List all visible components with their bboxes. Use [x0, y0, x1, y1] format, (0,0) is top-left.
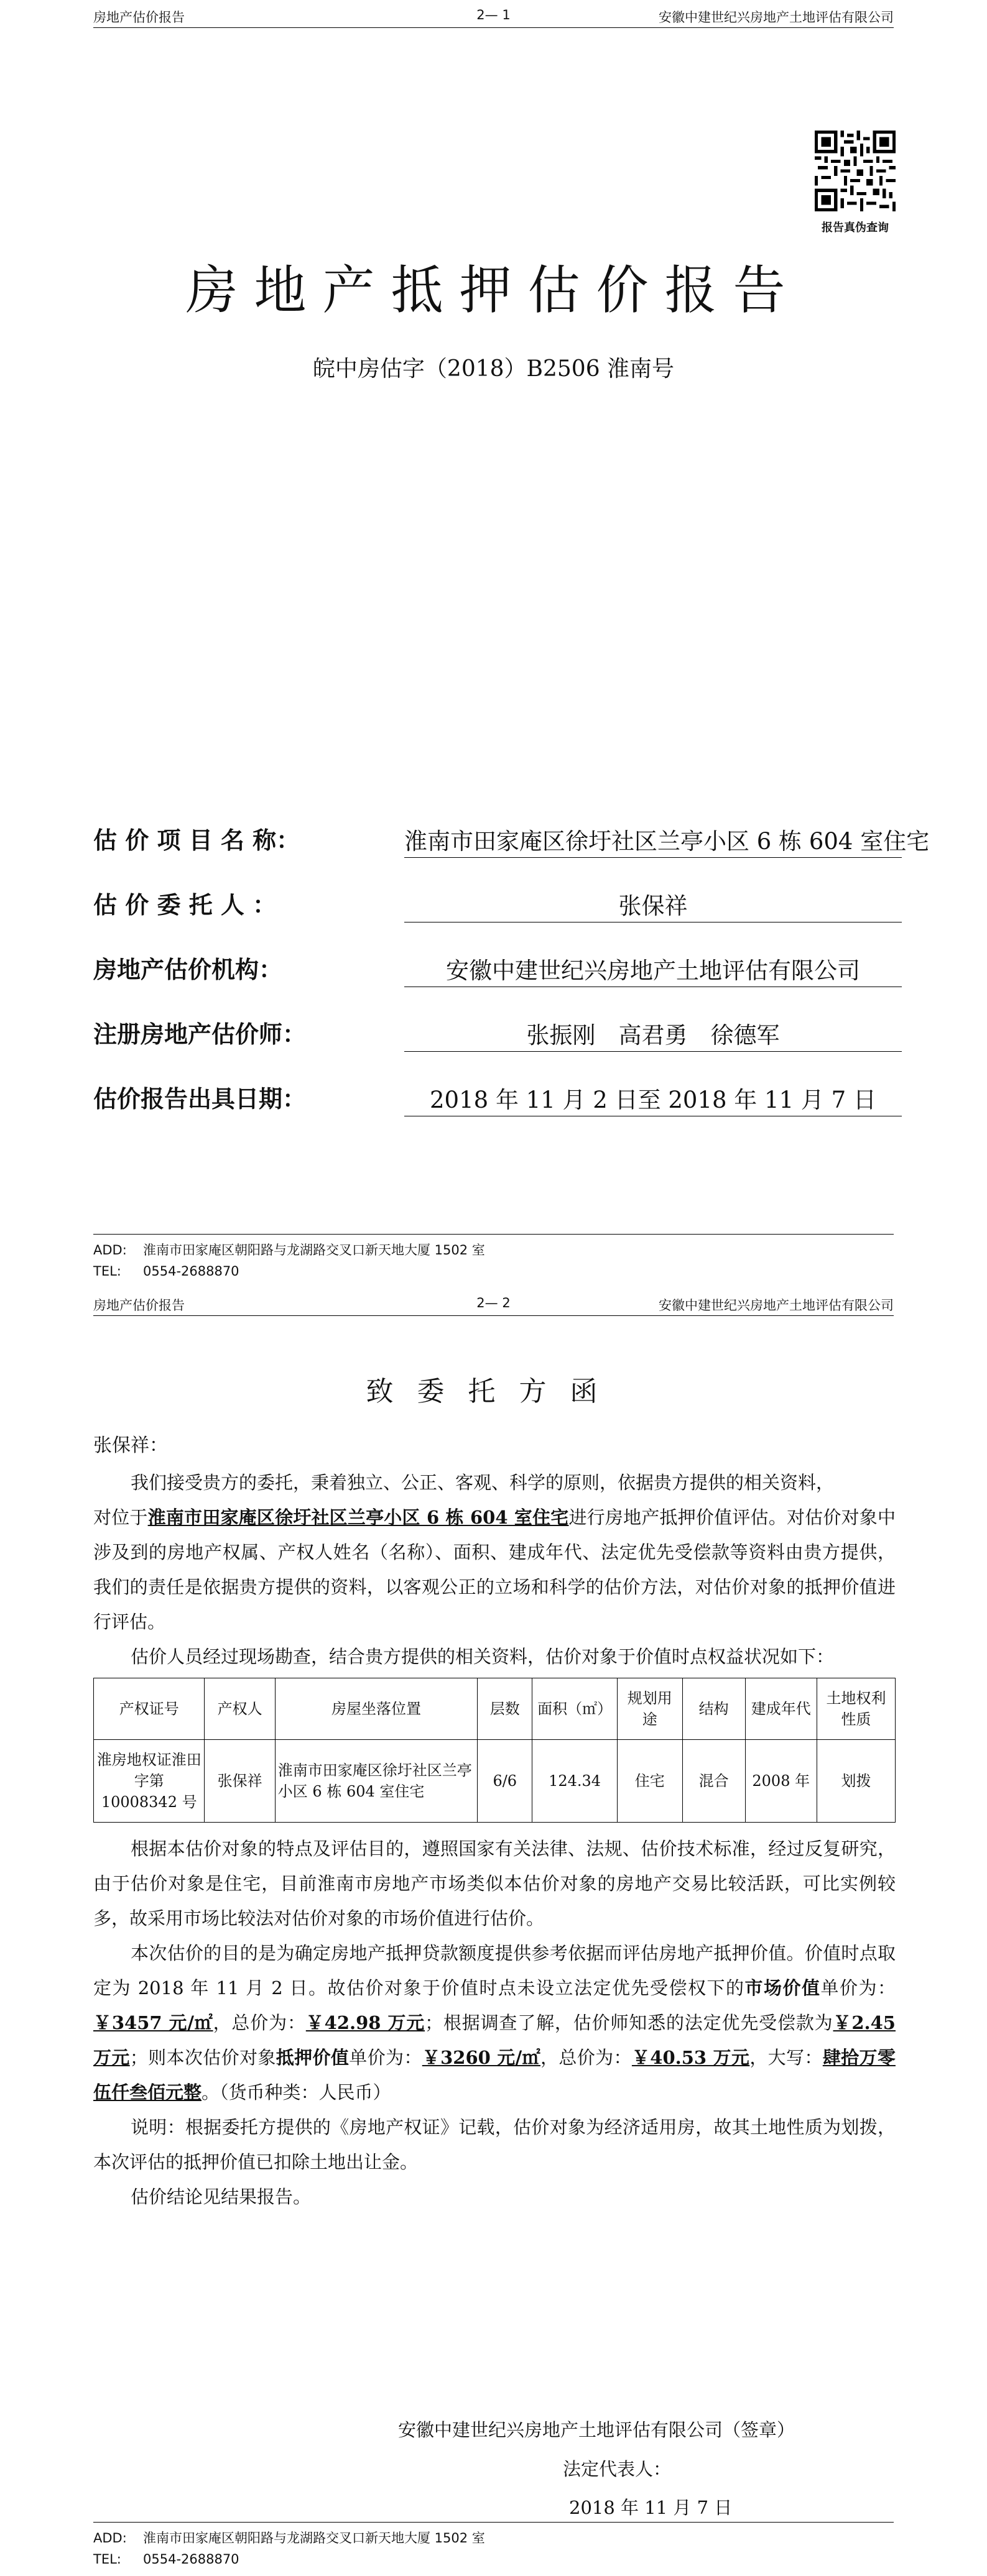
footer-address: 淮南市田家庵区朝阳路与龙湖路交叉口新天地大厦 1502 室 — [143, 1243, 485, 1258]
valuation-paragraph: 本次估价的目的是为确定房地产抵押贷款额度提供参考依据而评估房地产抵押价值。价值时点取定为 2018 年 11 月 2 日。故估价对象于价值时点未设立法定优先受偿权下的市场价值单价为：￥3457 元/㎡，总价为：￥42.98 万元；根据调查了解，估价师知悉的法定优先受偿款为￥2.45 万元；则本次估价对象抵押价值单价为：￥3260 元/㎡，总价为：￥40.53 万元，大写：肆拾万零伍仟叁佰元整。（货币种类：人民币） — [93, 1943, 896, 2103]
table-header-cell: 层数 — [478, 1678, 532, 1740]
table-cell: 淮南市田家庵区徐圩社区兰亭小区 6 栋 604 室住宅 — [275, 1740, 477, 1823]
footer-tel-label: TEL: — [93, 1264, 121, 1279]
letter-body — [93, 1465, 896, 2214]
table-header-cell: 房屋坐落位置 — [275, 1678, 477, 1740]
table-header-row — [94, 1678, 896, 1740]
page-header — [93, 1293, 894, 1316]
report-info-block — [93, 827, 930, 1150]
qr-code-icon[interactable] — [815, 131, 896, 211]
table-row — [94, 1740, 896, 1823]
info-value: 张振刚 高君勇 徐德军 — [404, 1016, 902, 1052]
footer-phone: 0554-2688870 — [143, 2552, 239, 2567]
table-header-cell: 面积（㎡） — [532, 1678, 617, 1740]
table-header-cell: 规划用途 — [617, 1678, 682, 1740]
table-cell: 淮房地权证淮田字第 10008342 号 — [94, 1740, 205, 1823]
table-header-cell: 结构 — [682, 1678, 745, 1740]
info-label: 估 价 项 目 名 称： — [93, 827, 300, 854]
market-value-label: 市场价值 — [744, 1977, 821, 1999]
page-footer — [93, 1234, 894, 1282]
info-value: 淮南市田家庵区徐圩社区兰亭小区 6 栋 604 室住宅 — [404, 822, 902, 858]
signature-date: 2018 年 11 月 7 日 — [569, 2497, 733, 2518]
property-table — [93, 1678, 896, 1823]
header-left: 房地产估价报告 — [93, 10, 185, 25]
table-cell: 住宅 — [617, 1740, 682, 1823]
report-number: 皖中房估字（2018）B2506 淮南号 — [312, 356, 675, 382]
table-header-cell: 土地权利性质 — [817, 1678, 895, 1740]
amount-in-words: 肆拾万零伍仟叁佰元整 — [93, 2047, 896, 2103]
footer-add-label: ADD: — [93, 1243, 127, 1258]
table-cell: 划拨 — [817, 1740, 895, 1823]
paragraph: 估价人员经过现场勘查，结合贵方提供的相关资料，估价对象于价值时点权益状况如下： — [131, 1646, 835, 1667]
paragraph: 根据本估价对象的特点及评估目的，遵照国家有关法律、法规、估价技术标准，经过反复研究，由于估价对象是住宅，目前淮南市房地产市场类似本估价对象的房地产交易比较活跃，可比实例较多，故采用市场比较法对估价对象的市场价值进行估价。 — [93, 1838, 896, 1929]
info-row-agency — [93, 956, 902, 987]
mortgage-unit-price: ￥3260 元/㎡ — [422, 2047, 541, 2068]
info-row-date — [93, 1085, 902, 1116]
info-label: 注册房地产估价师： — [93, 1021, 307, 1048]
header-right: 安徽中建世纪兴房地产土地评估有限公司 — [659, 10, 894, 25]
table-header-cell: 产权人 — [205, 1678, 275, 1740]
header-left: 房地产估价报告 — [93, 1298, 185, 1313]
signature-company: 安徽中建世纪兴房地产土地评估有限公司（签章） — [398, 2419, 795, 2440]
paragraph: 估价结论见结果报告。 — [131, 2186, 312, 2207]
paragraph: 我们接受贵方的委托，秉着独立、公正、客观、科学的原则，依据贵方提供的相关资料， — [131, 1472, 835, 1493]
letter-page — [0, 1288, 987, 2576]
market-total-price: ￥42.98 万元 — [305, 2012, 425, 2033]
page-footer — [93, 2522, 894, 2570]
table-cell: 混合 — [682, 1740, 745, 1823]
table-header-cell: 产权证号 — [94, 1678, 205, 1740]
info-value: 2018 年 11 月 2 日至 2018 年 11 月 7 日 — [404, 1081, 902, 1116]
header-page-number: 2— 1 — [476, 7, 511, 22]
footer-address: 淮南市田家庵区朝阳路与龙湖路交叉口新天地大厦 1502 室 — [143, 2531, 485, 2546]
table-cell: 124.34 — [532, 1740, 617, 1823]
legal-representative: 法定代表人： — [563, 2459, 672, 2480]
subject-property: 淮南市田家庵区徐圩社区兰亭小区 6 栋 604 室住宅 — [147, 1507, 569, 1528]
mortgage-total-price: ￥40.53 万元 — [631, 2047, 750, 2068]
letter-title: 致委托方函 — [366, 1376, 621, 1407]
paragraph: 说明：根据委托方提供的《房地产权证》记载，估价对象为经济适用房，故其土地性质为划拨，本次评估的抵押价值已扣除土地出让金。 — [93, 2117, 896, 2173]
info-label: 房地产估价机构： — [93, 956, 283, 983]
paragraph: 对位于淮南市田家庵区徐圩社区兰亭小区 6 栋 604 室住宅进行房地产抵押价值评估。对估价对象中涉及到的房地产权属、产权人姓名（名称）、面积、建成年代、法定优先受偿款等资料由贵方提供，我们的责任是依据贵方提供的资料，以客观公正的立场和科学的估价方法，对估价对象的抵押价值进行评估。 — [93, 1507, 896, 1632]
market-unit-price: ￥3457 元/㎡ — [93, 2012, 213, 2033]
footer-tel-label: TEL: — [93, 2552, 121, 2567]
table-header-cell: 建成年代 — [745, 1678, 817, 1740]
page-header — [93, 5, 894, 28]
mortgage-value-label: 抵押价值 — [276, 2047, 350, 2068]
info-row-client — [93, 891, 902, 922]
header-page-number: 2— 2 — [476, 1295, 511, 1310]
priority-repayment: ￥2.45 万元 — [93, 2012, 896, 2068]
salutation: 张保祥： — [93, 1435, 168, 1456]
table-cell: 2008 年 — [745, 1740, 817, 1823]
footer-phone: 0554-2688870 — [143, 1264, 239, 1279]
info-label: 估 价 委 托 人 ： — [93, 891, 277, 919]
table-cell: 6/6 — [478, 1740, 532, 1823]
qr-caption: 报告真伪查询 — [822, 221, 889, 234]
info-label: 估价报告出具日期： — [93, 1085, 307, 1113]
info-value: 张保祥 — [404, 887, 902, 922]
table-cell: 张保祥 — [205, 1740, 275, 1823]
info-row-project — [93, 827, 930, 858]
info-value: 安徽中建世纪兴房地产土地评估有限公司 — [404, 952, 902, 987]
footer-add-label: ADD: — [93, 2531, 127, 2546]
header-right: 安徽中建世纪兴房地产土地评估有限公司 — [659, 1298, 894, 1313]
report-title: 房地产抵押估价报告 — [185, 260, 802, 321]
info-row-appraisers — [93, 1021, 902, 1052]
